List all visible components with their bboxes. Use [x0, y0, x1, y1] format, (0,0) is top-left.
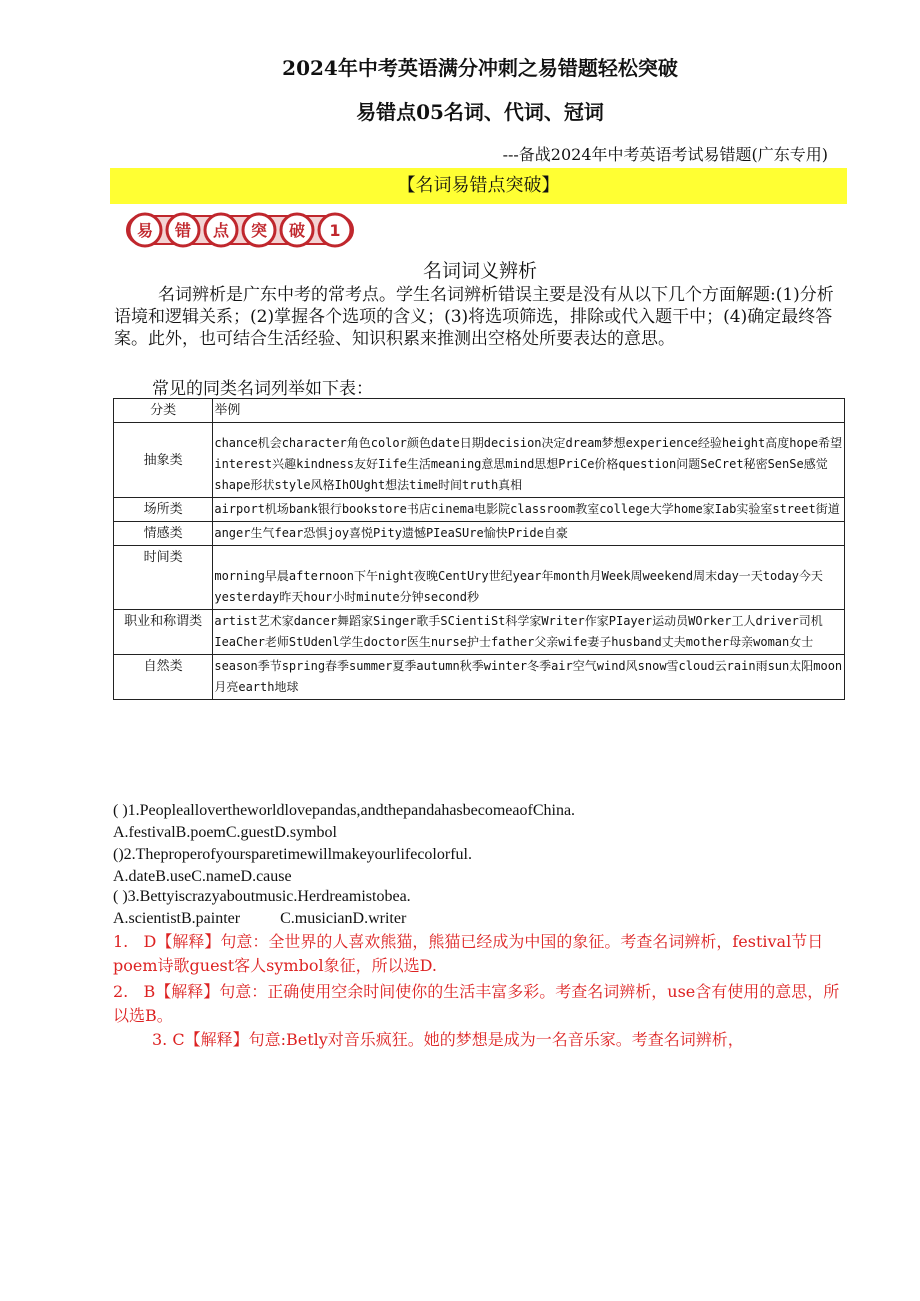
question-1-stem: ( )1.Peopleallovertheworldlovepandas,andthepandahasbecomeaofChina.: [113, 802, 576, 819]
row-examples: airport机场bank银行bookstore书店cinema电影院classroom教室college大学home家Iab实验室street街道: [213, 498, 845, 522]
row-examples: chance机会character角色color颜色date日期decision决定dream梦想experience经验height高度hope希望interest兴趣kindness友好Iife生活meaning意思mind思想PriCe价格question问题SeCret秘密SenSe感觉shape形状style风格IhOUght想法time时间truth真相: [213, 423, 845, 498]
source-line: ---备战2024年中考英语考试易错题(广东专用): [502, 145, 828, 164]
row-examples: artist艺术家dancer舞蹈家Singer歌手SCientiSt科学家Writer作家PIayer运动员WOrker工人driver司机IeaCher老师StUdenl学生doctor医生nurse护士father父亲wife妻子husband丈夫mother母亲woman女士: [213, 610, 845, 655]
table-row: [114, 498, 845, 522]
badge-char: 易: [136, 221, 154, 240]
section-title: 名词词义辨析: [422, 260, 537, 282]
table-row: [114, 655, 845, 700]
row-category: 自然类: [114, 655, 213, 700]
document-title: 2024年中考英语满分冲刺之易错题轻松突破: [282, 56, 678, 80]
question-3-stem: ( )3.Bettyiscrazyaboutmusic.Herdreamistobea.: [113, 888, 411, 905]
question-2-stem: ()2.Theproperofyoursparetimewillmakeyourlifecolorful.: [113, 846, 472, 863]
question-3-options: A.scientistB.painter C.musicianD.writer: [113, 910, 407, 927]
badge-char: 破: [288, 221, 306, 240]
table-row: [114, 546, 845, 610]
row-category: 时间类: [114, 546, 213, 610]
answer-1: 1. D【解释】句意：全世界的人喜欢熊猫，熊猫已经成为中国的象征。考查名词辨析，festival节日poem诗歌guest客人symbol象征，所以选D.: [113, 932, 824, 975]
header-category: 分类: [114, 399, 213, 423]
table-intro: 常见的同类名词列举如下表：: [152, 379, 373, 399]
row-category: 职业和称谓类: [114, 610, 213, 655]
badge-char: 1: [329, 221, 341, 240]
header-examples: 举例: [213, 399, 845, 423]
badge-char: 错: [174, 221, 192, 240]
row-examples: morning早晨afternoon下午night夜晚CentUry世纪year年month月Week周weekend周末day一天today今天yesterday昨天hour小时minute分钟second秒: [213, 546, 845, 610]
badge-char: 突: [250, 221, 268, 240]
document-subtitle: 易错点05名词、代词、冠词: [356, 100, 604, 124]
section-banner: 【名词易错点突破】: [110, 168, 847, 204]
row-category: 抽象类: [114, 423, 213, 498]
table-row: [114, 423, 845, 498]
table-row: [114, 610, 845, 655]
row-examples: season季节spring春季summer夏季autumn秋季winter冬季air空气wind风snow雪cloud云rain雨sun太阳moon月亮earth地球: [213, 655, 845, 700]
answer-2: 2. B【解释】句意：正确使用空余时间使你的生活丰富多彩。考查名词辨析，use含有使用的意思，所以选B。: [113, 982, 840, 1025]
table-header-row: [114, 399, 845, 423]
noun-category-table: [113, 398, 845, 700]
question-1-options: A.festivalB.poemC.guestD.symbol: [113, 824, 337, 841]
question-2-options: A.dateB.useC.nameD.cause: [113, 868, 292, 885]
badge-char: 点: [212, 221, 230, 240]
row-category: 场所类: [114, 498, 213, 522]
table-row: [114, 522, 845, 546]
row-examples: anger生气fear恐惧joy喜悦Pity遗憾PIeaSUre愉快Pride自豪: [213, 522, 845, 546]
error-point-badge: [125, 210, 355, 250]
intro-paragraph: 名词辨析是广东中考的常考点。学生名词辨析错误主要是没有从以下几个方面解题:(1)分析语境和逻辑关系；(2)掌握各个选项的含义；(3)将选项筛选，排除或代入题干中；(4)确定最终答案。此外，也可结合生活经验、知识积累来推测出空格处所要表达的意思。: [114, 285, 834, 349]
answer-3: 3. C【解释】句意:Betly对音乐疯狂。她的梦想是成为一名音乐家。考查名词辨析，: [152, 1030, 744, 1049]
row-category: 情感类: [114, 522, 213, 546]
